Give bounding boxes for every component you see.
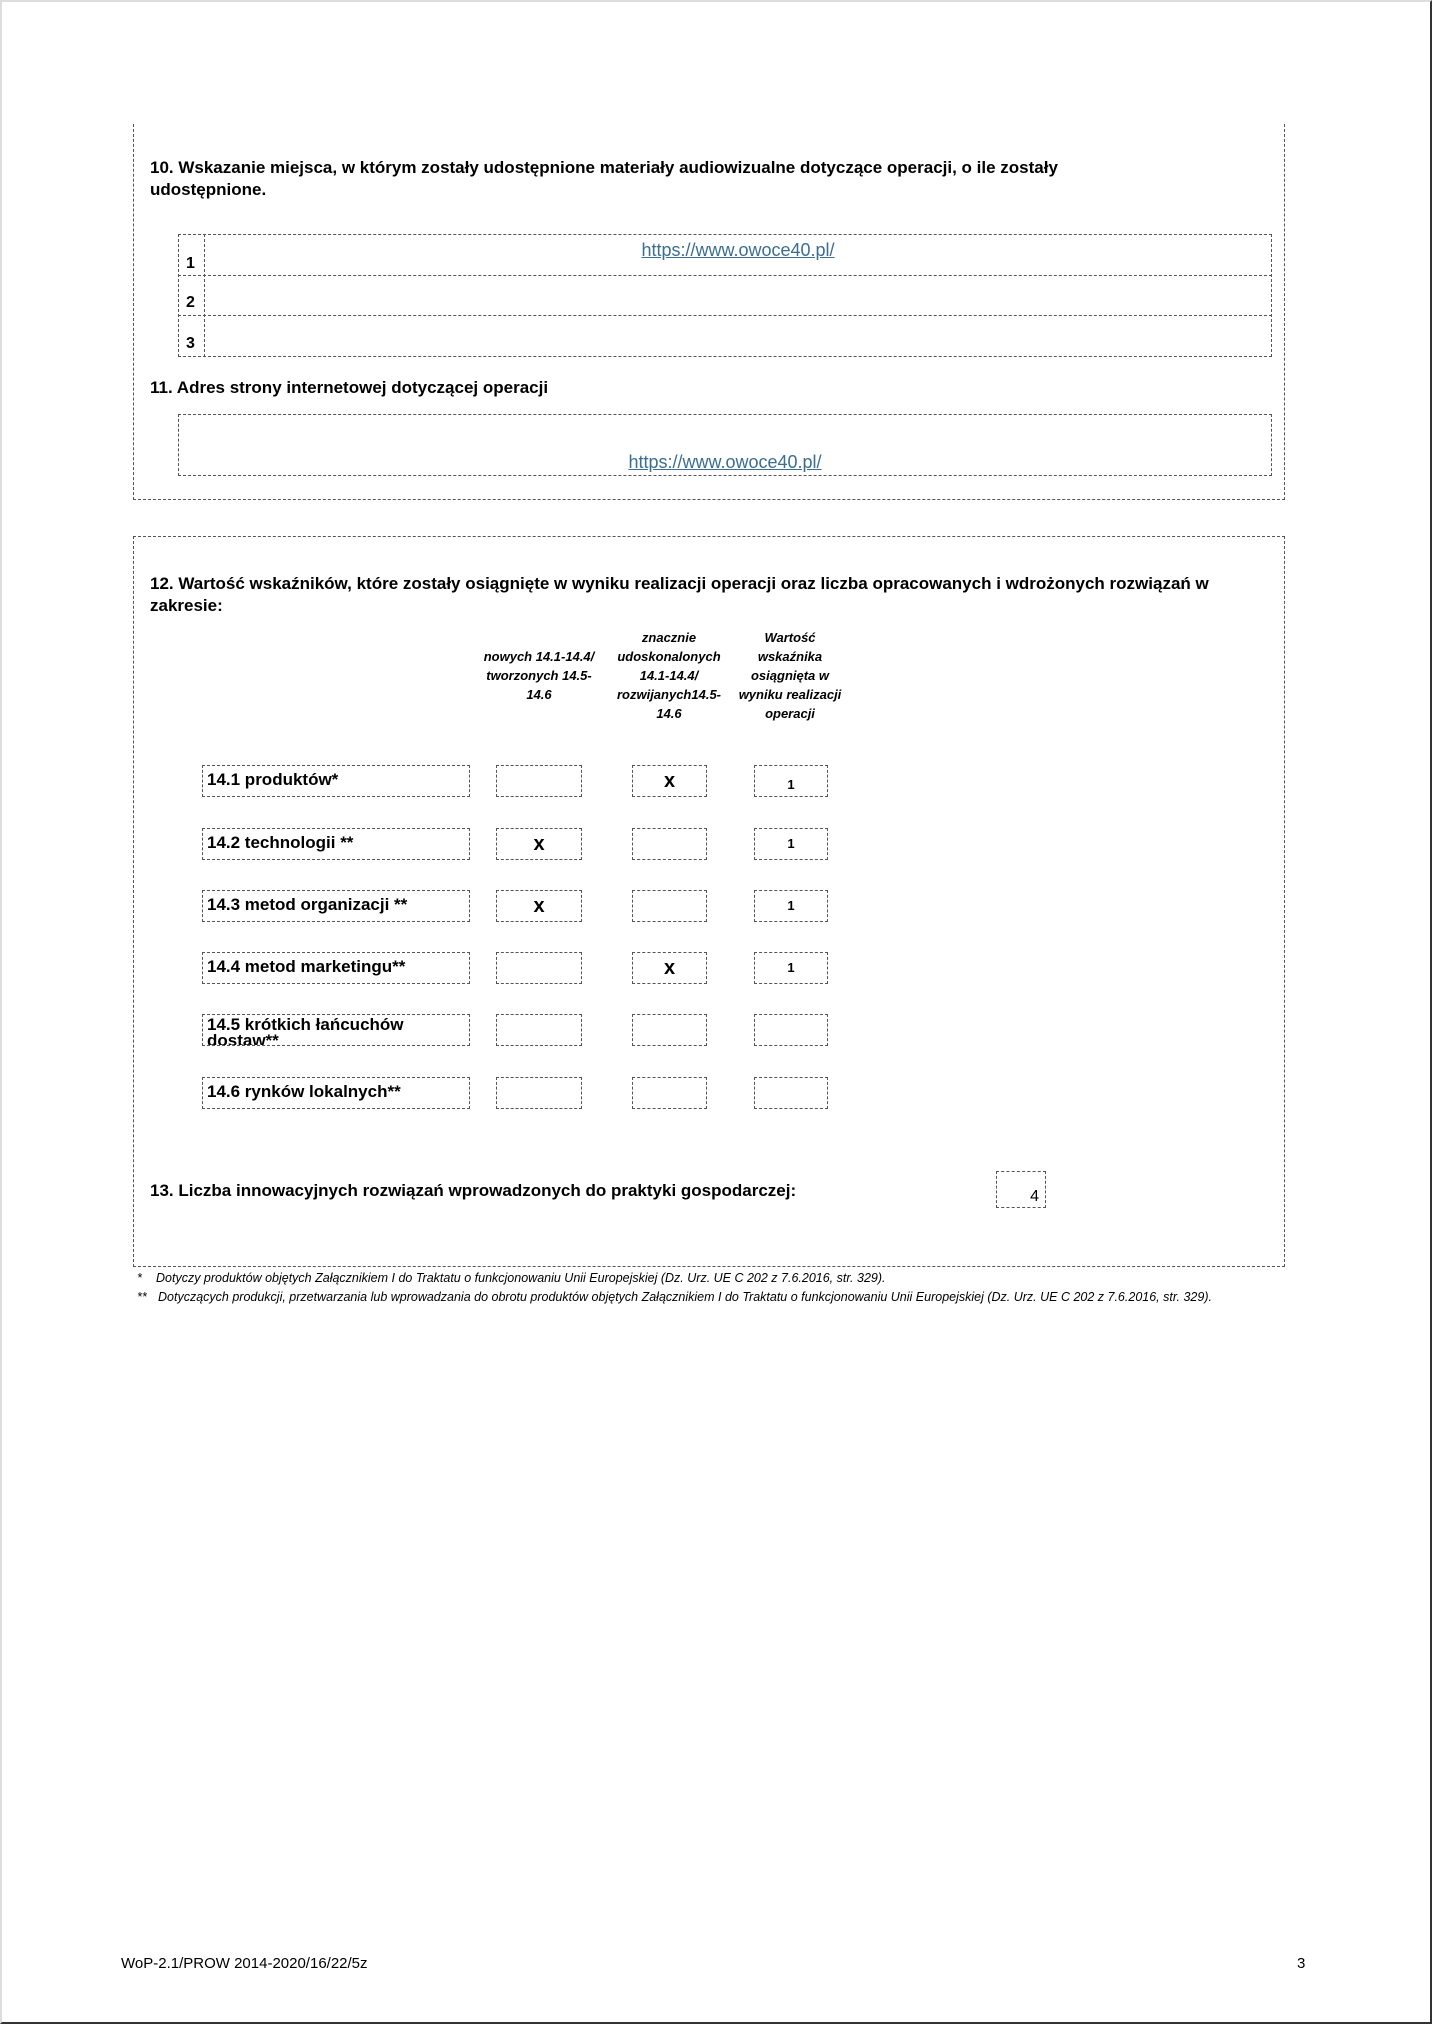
indicator-new-cell[interactable]: x <box>496 828 582 860</box>
indicator-improved-cell[interactable] <box>632 1014 707 1046</box>
innovation-count-box[interactable]: 4 <box>996 1171 1046 1208</box>
indicator-value-cell[interactable]: 1 <box>754 890 828 922</box>
indicator-new-cell[interactable]: x <box>496 890 582 922</box>
indicator-improved-cell[interactable] <box>632 1077 707 1109</box>
column-header-new: nowych 14.1-14.4/ tworzonych 14.5-14.6 <box>483 649 595 702</box>
website-address-cell <box>178 452 1272 473</box>
section-13-title: 13. Liczba innowacyjnych rozwiązań wprowadzonych do praktyki gospodarczej: <box>150 1181 797 1200</box>
indicator-new-cell[interactable] <box>496 952 582 984</box>
indicator-value-cell[interactable]: 1 <box>754 765 828 797</box>
indicator-value-cell[interactable]: 1 <box>754 828 828 860</box>
indicator-improved-cell[interactable] <box>632 890 707 922</box>
footnote-mark: * <box>137 1271 142 1285</box>
indicator-new-cell[interactable] <box>496 1077 582 1109</box>
section-11-title: 11. Adres strony internetowej dotyczącej operacji <box>150 378 549 397</box>
indicator-label: 14.6 rynków lokalnych** <box>202 1077 470 1109</box>
section-10-row-number: 3 <box>186 335 195 352</box>
indicator-new-cell[interactable] <box>496 765 582 797</box>
footnote-text: Dotyczących produkcji, przetwarzania lub wprowadzania do obrotu produktów objętych Załącznikiem I do Traktatu o funkcjonowaniu Unii Europejskiej (Dz. Urz. UE C 202 z 7.6.2016, str. 329). <box>158 1290 1212 1304</box>
column-header-value: Wartość wskaźnika osiągnięta w wyniku realizacji operacji <box>738 630 842 721</box>
indicator-value-cell[interactable] <box>754 1014 828 1046</box>
indicator-label: 14.4 metod marketingu** <box>202 952 470 984</box>
audiovisual-link[interactable]: https://www.owoce40.pl/ <box>641 240 835 260</box>
page-number: 3 <box>1297 1955 1306 1972</box>
indicator-improved-cell[interactable]: x <box>632 952 707 984</box>
footnote <box>137 1290 1337 1304</box>
column-header-improved: znacznie udoskonalonych 14.1-14.4/ rozwijanych14.5-14.6 <box>616 630 722 721</box>
indicator-label: 14.2 technologii ** <box>202 828 470 860</box>
indicator-label: 14.1 produktów* <box>202 765 470 797</box>
indicator-value-cell[interactable] <box>754 1077 828 1109</box>
indicator-improved-cell[interactable] <box>632 828 707 860</box>
section-10-row-value-cell <box>205 240 1271 261</box>
section-10-row-number: 1 <box>186 255 195 272</box>
footnote-mark: ** <box>137 1290 147 1304</box>
section-10-row-divider-1 <box>178 275 1272 276</box>
footnote-text: Dotyczy produktów objętych Załącznikiem I do Traktatu o funkcjonowaniu Unii Europejskiej (Dz. Urz. UE C 202 z 7.6.2016, str. 329). <box>156 1271 886 1285</box>
section-10-row-number: 2 <box>186 294 195 311</box>
indicator-improved-cell[interactable]: x <box>632 765 707 797</box>
indicator-value-cell[interactable]: 1 <box>754 952 828 984</box>
indicator-new-cell[interactable] <box>496 1014 582 1046</box>
section-10-row-divider-2 <box>178 315 1272 316</box>
footnote <box>137 1271 1317 1285</box>
section-10-title: 10. Wskazanie miejsca, w którym zostały udostępnione materiały audiowizualne dotyczące operacji, o ile zostały udostępnione. <box>150 158 1058 199</box>
indicator-label: 14.3 metod organizacji ** <box>202 890 470 922</box>
website-link[interactable]: https://www.owoce40.pl/ <box>628 452 822 472</box>
section-12-title: 12. Wartość wskaźników, które zostały osiągnięte w wyniku realizacji operacji oraz liczba opracowanych i wdrożonych rozwiązań w zakresie: <box>150 574 1209 615</box>
document-code: WoP-2.1/PROW 2014-2020/16/22/5z <box>121 1955 368 1972</box>
indicator-label: 14.5 krótkich łańcuchów dostaw** <box>202 1014 470 1046</box>
